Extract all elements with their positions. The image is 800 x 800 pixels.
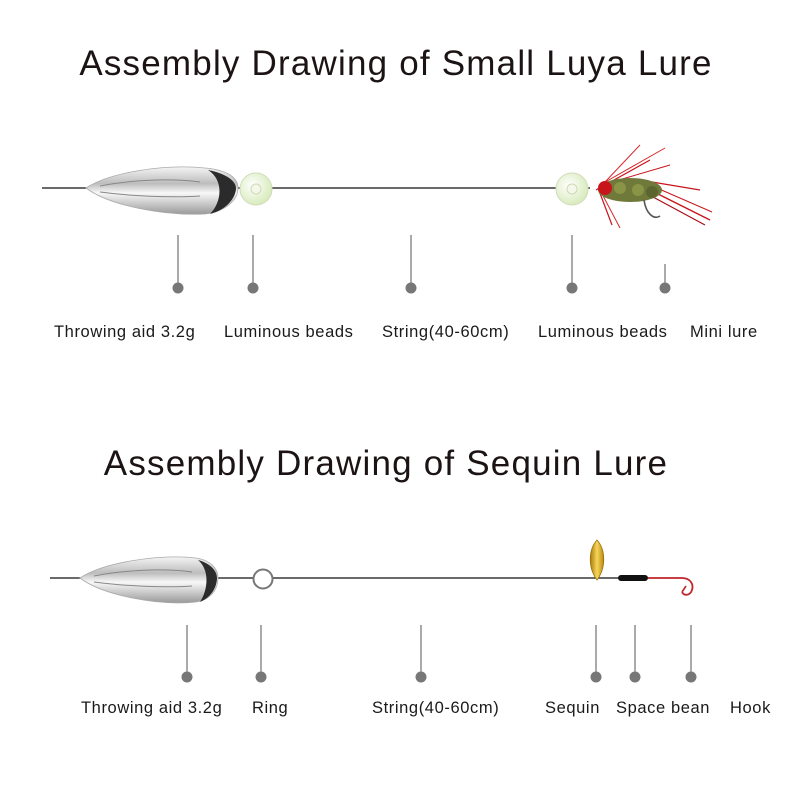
throwing-aid-sinker [86,167,238,214]
leader-sequin-0 [182,625,193,683]
label-luminous-beads: Luminous beads [538,323,668,341]
hook [648,578,693,595]
luminous-bead [240,173,272,205]
leader-sequin-2 [416,625,427,683]
label-throwing-aid: Throwing aid 3.2g [54,323,196,341]
sequin-lure-diagram [0,520,800,695]
mini-lure-fly [596,145,712,228]
leader-luya-2 [406,235,417,294]
diagram-title-sequin: Assembly Drawing of Sequin Lure [103,444,669,483]
label-string: String(40-60cm) [372,699,500,717]
label-string: String(40-60cm) [382,323,510,341]
label-sequin: Sequin [545,699,600,717]
label-luminous-beads: Luminous beads [224,323,354,341]
leader-luya-4 [660,264,671,294]
diagram-title-luya: Assembly Drawing of Small Luya Lure [79,44,713,83]
leader-sequin-1 [256,625,267,683]
leader-sequin-4 [630,625,641,683]
throwing-aid-sinker [80,557,218,603]
label-hook: Hook [730,699,771,717]
leader-luya-3 [567,235,578,294]
leader-luya-1 [248,235,259,294]
luminous-bead [556,173,588,205]
sequin-blade [590,540,604,580]
leader-sequin-5 [686,625,697,683]
label-space-bean: Space bean [616,699,711,717]
space-bean [618,575,648,581]
label-ring: Ring [252,699,289,717]
leader-sequin-3 [591,625,602,683]
label-throwing-aid: Throwing aid 3.2g [81,699,223,717]
ring [254,570,273,589]
label-mini-lure: Mini lure [690,323,758,341]
leader-luya-0 [173,235,184,294]
luya-lure-diagram [0,130,800,310]
